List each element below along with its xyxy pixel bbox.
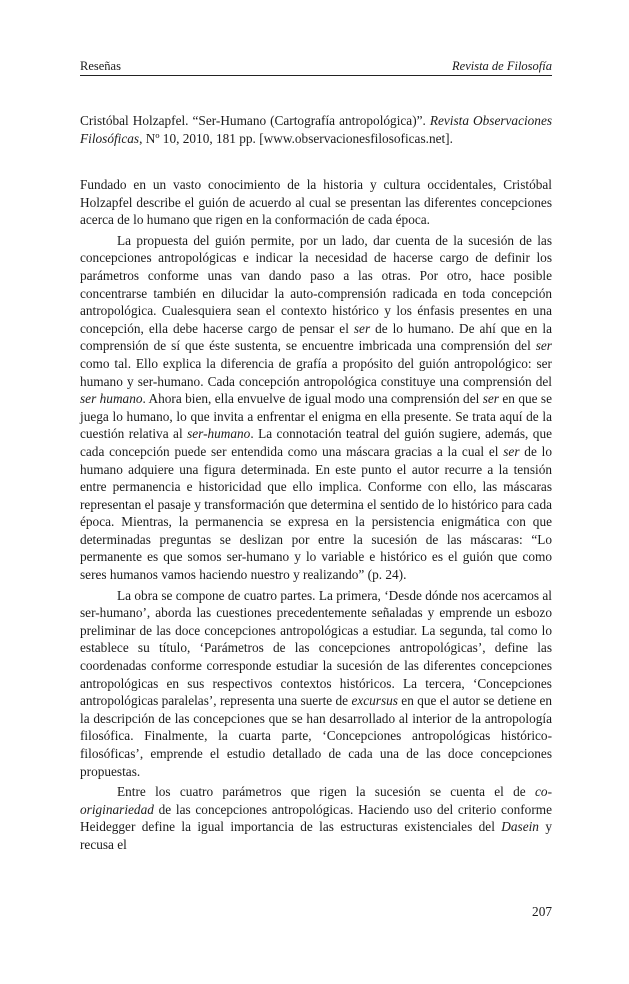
paragraph-2: [80, 232, 552, 584]
text-run: como tal. Ello explica la diferencia de grafía a propósito del guión antropológico: ser humano y ser-humano. Cada concepción antropológica constituye una comprensión del: [80, 355, 552, 389]
italic-term: ser: [482, 391, 499, 407]
paragraph-1: Fundado en un vasto conocimiento de la historia y cultura occidentales, Cristóbal Holzapfel describe el guión de acuerdo al cual se presentan las diferentes concepciones acerca de lo humano que rigen en la conformación de cada época.: [80, 177, 552, 228]
text-run: La obra se compone de cuatro partes. La primera, ‘Desde dónde nos acercamos al ser-humano’, aborda las cuestiones precedentemente señaladas y emprende un esbozo preliminar de las doce concepciones antropológicas a estudiar. La segunda, tal como lo establece su título, ‘Parámetros de las concepciones antropológicas’, define las coordenadas conforme corresponde estudiar la sucesión de las diferentes concepciones antropológicas en sus respectivos contextos históricos. La tercera, ‘Concepciones antropológicas paralelas’, representa una suerte de: [80, 587, 552, 709]
italic-term: excursus: [351, 693, 398, 709]
italic-term: ser: [503, 443, 520, 459]
text-run: Entre los cuatro parámetros que rigen la sucesión se cuenta el de: [117, 784, 536, 800]
citation-author: Cristóbal Holzapfel.: [80, 113, 189, 128]
italic-term: ser humano: [80, 391, 143, 407]
bibliographic-citation: [80, 112, 552, 147]
italic-term: ser: [353, 320, 371, 336]
italic-term: ser-humano: [187, 426, 251, 442]
text-run: de las concepciones antropológicas. Haciendo uso del criterio conforme Heidegger define la igual importancia de las estructuras existenciales del: [80, 801, 552, 835]
header-section: Reseñas: [80, 59, 121, 73]
citation-details: , Nº 10, 2010, 181 pp. [www.observacionesfilosoficas.net].: [139, 130, 453, 146]
paragraph-4: [80, 783, 552, 853]
text-run: de lo humano. De ahí que en la comprensión de sí que éste sustenta, se encuentre imbricada una comprensión del: [80, 320, 552, 354]
citation-title: “Ser-Humano (Cartografía antropológica)”.: [192, 113, 426, 128]
text-run: . Ahora bien, ella envuelve de igual modo una comprensión del: [142, 391, 483, 407]
text-run: en que el autor se detiene en la descripción de las concepciones que se han desarrollado al interior de la antropología filosófica. Finalmente, la cuarta parte, ‘Concepciones antropológicas histórico-filosóficas’, emprende el estudio detallado de cada una de las doce concepciones propuestas.: [80, 693, 553, 779]
text-run: en que se juega lo humano, lo que invita a enfrentar el enigma en ella presente. Se trata aquí de la cuestión relativa al: [80, 391, 552, 442]
review-body: [80, 176, 552, 857]
citation-journal: Revista Observaciones Filosóficas: [80, 113, 553, 146]
header-journal: Revista de Filosofía: [452, 59, 552, 73]
paragraph-3: [80, 587, 552, 781]
running-header: [80, 59, 552, 76]
text-run: La propuesta del guión permite, por un lado, dar cuenta de la sucesión de las concepciones antropológicas e indicar la necesidad de hacerse cargo de definir los parámetros conforme unas van dando paso a las otras. Por otro, hace posible concentrarse también en dilucidar la auto-comprensión radicada en toda concepción antropológica. Cualesquiera sean el contexto histórico y los énfasis presentes en una concepción, ella debe hacerse cargo de pensar el: [80, 232, 552, 336]
text-run: de lo humano adquiere una figura determinada. En este punto el autor recurre a la tensión entre permanencia e historicidad que ello implica. Conforme con ello, las máscaras representan el pasaje y transformación que determina el sentido de lo histórico para cada época. Mientras, la permanencia se expresa en la persistencia enigmática con que determinadas preguntas se deslizan por entre la sucesión de las máscaras: “Lo permanente es que somos ser-humano y lo variable e histórico es el guión que como seres humanos vamos haciendo nuestro y realizando” (p. 24).: [80, 443, 552, 583]
text-run: . La connotación teatral del guión sugiere, además, que cada concepción puede ser entendida como una máscara gracias a la cual el: [80, 426, 552, 459]
page-number: 207: [532, 904, 552, 919]
italic-term: co-originariedad: [80, 784, 552, 817]
italic-term: ser: [535, 338, 552, 354]
text-run: y recusa el: [80, 819, 552, 852]
italic-term: Dasein: [501, 819, 539, 835]
